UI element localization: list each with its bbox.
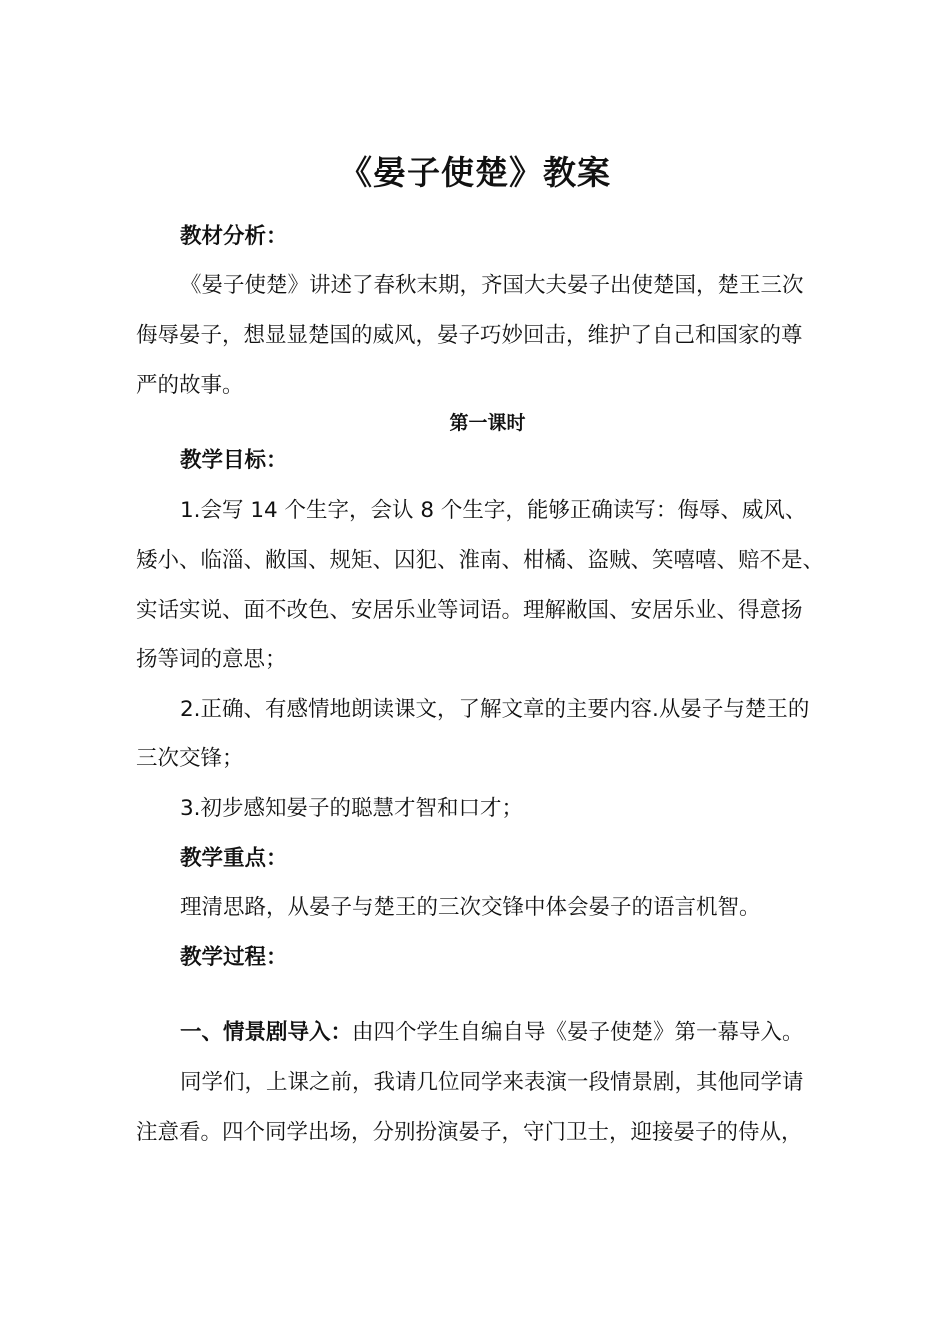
goal-line-1: 1.会写 14 个生字，会认 8 个生字，能够正确读写：侮辱、威风、 bbox=[180, 498, 807, 523]
focus-text: 理清思路，从晏子与楚王的三次交锋中体会晏子的语言机智。 bbox=[180, 895, 761, 920]
analysis-line-1: 《晏子使楚》讲述了春秋末期，齐国大夫晏子出使楚国，楚王三次 bbox=[180, 273, 804, 298]
goal-line-2: 矮小、临淄、敝国、规矩、囚犯、淮南、柑橘、盗贼、笑嘻嘻、赔不是、 bbox=[136, 548, 825, 573]
heading-process: 教学过程： bbox=[180, 945, 288, 970]
lesson-label: 第一课时 bbox=[449, 412, 526, 434]
document-title: 《晏子使楚》教案 bbox=[339, 153, 611, 192]
heading-analysis: 教材分析： bbox=[180, 224, 288, 249]
goal-line-7: 3.初步感知晏子的聪慧才智和口才； bbox=[180, 796, 524, 821]
step1-text: 由四个学生自编自导《晏子使楚》第一幕导入。 bbox=[352, 1020, 804, 1045]
step1-label: 一、情景剧导入： bbox=[180, 1020, 353, 1045]
goal-line-4: 扬等词的意思； bbox=[136, 647, 287, 672]
step1-line-2: 注意看。四个同学出场，分别扮演晏子，守门卫士，迎接晏子的侍从， bbox=[136, 1120, 803, 1145]
heading-focus: 教学重点： bbox=[180, 846, 288, 871]
step1-line-1: 同学们，上课之前，我请几位同学来表演一段情景剧，其他同学请 bbox=[180, 1070, 804, 1095]
goal-line-5: 2.正确、有感情地朗读课文，了解文章的主要内容.从晏子与楚王的 bbox=[180, 697, 810, 722]
goal-line-3: 实话实说、面不改色、安居乐业等词语。理解敝国、安居乐业、得意扬 bbox=[136, 598, 803, 623]
analysis-line-2: 侮辱晏子，想显显楚国的威风，晏子巧妙回击，维护了自己和国家的尊 bbox=[136, 323, 803, 348]
goal-line-6: 三次交锋； bbox=[136, 746, 244, 771]
analysis-line-3: 严的故事。 bbox=[136, 373, 244, 398]
step1-paragraph bbox=[180, 1018, 860, 1048]
heading-goals: 教学目标： bbox=[180, 448, 288, 473]
